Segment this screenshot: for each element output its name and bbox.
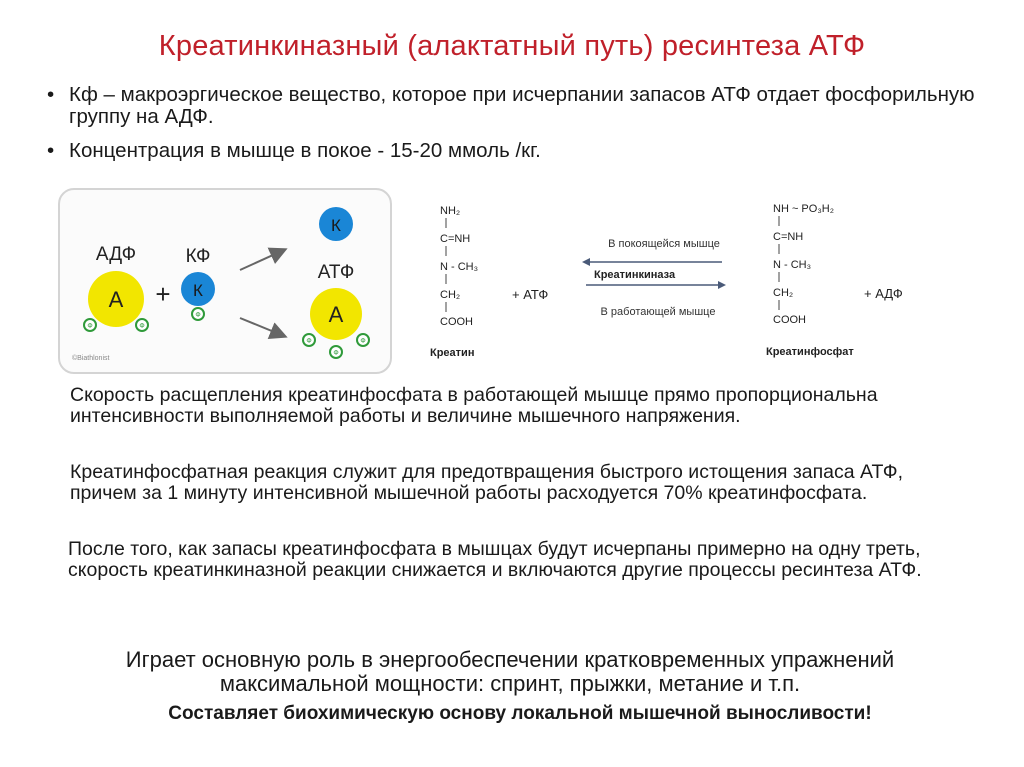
kf-label: КФ: [185, 246, 211, 267]
phosphocreatine-formula-line: C=NH: [773, 231, 804, 243]
watermark: ©Biathlonist: [72, 355, 110, 362]
phosphocreatine-formula-line: CH₂: [773, 287, 794, 299]
phosphate-letter: Ф: [87, 323, 93, 330]
phosphate-letter: Ф: [333, 350, 339, 357]
arrow-down-icon: [240, 318, 284, 336]
paragraph-depletion: После того, как запасы креатинфосфата в мышцах будут исчерпаны примерно на одну треть, скорость креатинкиназной реакции снижается и включаются другие процессы ресинтеза АТФ.: [68, 538, 922, 581]
arrow-up-icon: [240, 250, 284, 270]
arrow-right-icon: [718, 281, 726, 289]
creatine-formula-line: CH₂: [440, 289, 461, 301]
phosphate-letter: Ф: [139, 323, 145, 330]
adf-label: АДФ: [95, 244, 137, 265]
atp-adenosine-letter: А: [328, 302, 344, 327]
creatine-formula-line: N - CH₃: [440, 261, 479, 273]
plus-adf: + АДФ: [864, 286, 903, 301]
resting-muscle-label: В покоящейся мышце: [608, 238, 720, 250]
phosphocreatine-formula-line: COOH: [773, 314, 806, 326]
creatine-formula-line: C=NH: [440, 233, 471, 245]
atp-resynthesis-diagram: [58, 188, 392, 374]
creatine-label: Креатин: [430, 347, 475, 359]
creatine-formula-line: COOH: [440, 316, 473, 328]
bullet-text: Кф – макроэргическое вещество, которое при исчерпании запасов АТФ отдает фосфорильную группу на АДФ.: [69, 83, 975, 128]
enzyme-label: Креатинкиназа: [594, 269, 676, 281]
phosphocreatine-formula-line: NH ~ PO₃H₂: [773, 203, 835, 215]
working-muscle-label: В работающей мышце: [600, 306, 716, 318]
phosphocreatine-label: Креатинфосфат: [766, 346, 854, 358]
bullet-dot: •: [47, 83, 55, 106]
role-statement: Играет основную роль в энергообеспечении кратковременных упражнений максимальной мощности: спринт, прыжки, метание и т.п.: [125, 647, 895, 696]
bullet-item: [45, 84, 975, 128]
phosphocreatine-formula-line: N - CH₃: [773, 259, 812, 271]
creatine-formula-line: NH₂: [440, 205, 461, 217]
atf-label: АТФ: [317, 262, 355, 283]
creatine-letter: К: [193, 281, 203, 300]
plus-sign: +: [155, 279, 171, 309]
phosphate-letter: Ф: [306, 338, 312, 345]
plus-atf: + АТФ: [512, 287, 549, 302]
endurance-statement: Составляет биохимическую основу локальной мышечной выносливости!: [168, 703, 872, 724]
slide-title: Креатинкиназный (алактатный путь) ресинтеза АТФ: [158, 30, 866, 62]
adenosine-letter: А: [108, 287, 124, 312]
diagram-canvas: [60, 190, 390, 372]
bullet-dot: •: [47, 139, 55, 162]
creatine-product-letter: К: [331, 216, 341, 235]
bullet-list: [45, 84, 975, 174]
phosphate-letter: Ф: [195, 312, 201, 319]
bullet-text: Концентрация в мышце в покое - 15-20 ммоль /кг.: [69, 139, 541, 162]
phosphate-letter: Ф: [360, 338, 366, 345]
paragraph-rate: Скорость расщепления креатинфосфата в работающей мышце прямо пропорциональна интенсивности выполняемой работы и величине мышечного напряжения.: [70, 384, 878, 427]
arrow-left-icon: [582, 258, 590, 266]
paragraph-reaction: Креатинфосфатная реакция служит для предотвращения быстрого истощения запаса АТФ, причем за 1 минуту интенсивной мышечной работы расходуется 70% креатинфосфата.: [70, 461, 904, 504]
creatine-kinase-reaction: [420, 188, 940, 370]
reaction-canvas: [420, 188, 940, 370]
bullet-item: [45, 140, 975, 162]
